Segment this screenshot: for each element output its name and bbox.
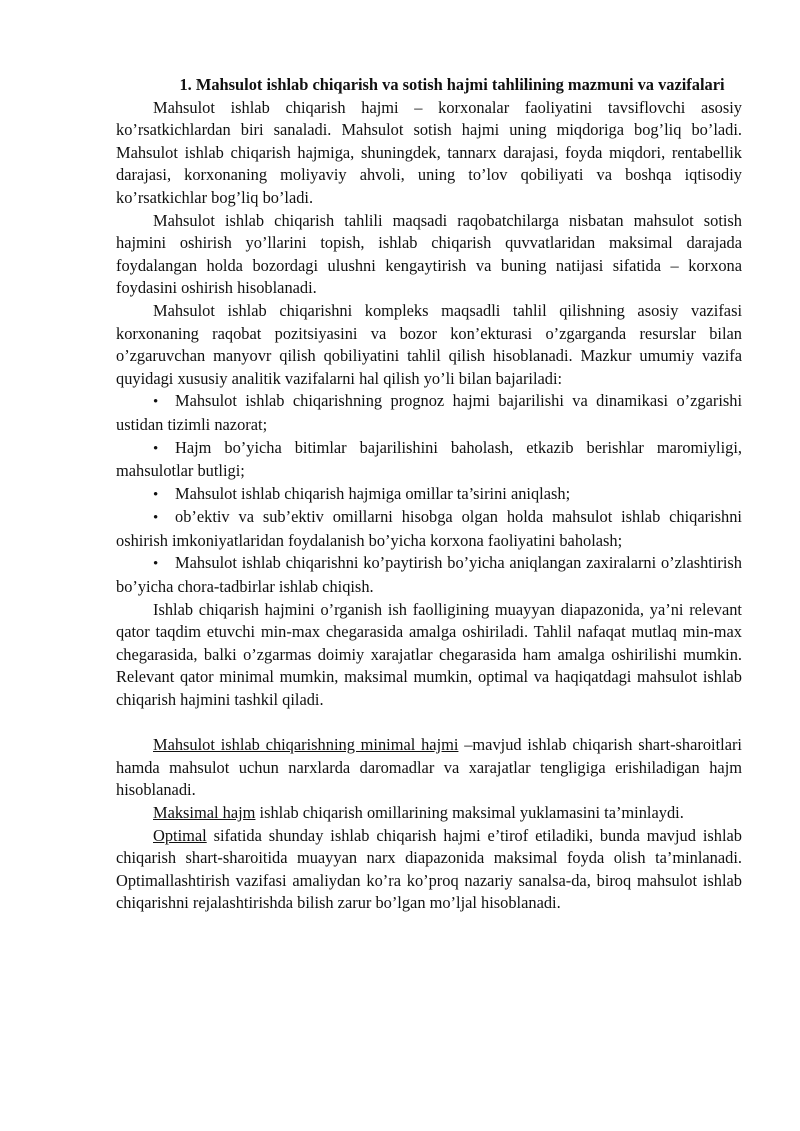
- bullet-item: [116, 552, 742, 598]
- bullet-text: ob’ektiv va sub’ektiv omillarni hisobga olgan holda mahsulot ishlab chiqarishni oshirish imkoniyatlaridan foydalanish bo’yicha korxona faoliyatini baholash;: [116, 507, 742, 550]
- bullet-text: Mahsulot ishlab chiqarish hajmiga omillar ta’sirini aniqlash;: [175, 483, 571, 503]
- bullet-item: [116, 437, 742, 483]
- paragraph-range: Ishlab chiqarish hajmini o’rganish ish faolligining muayyan diapazonida, ya’ni relevant qator taqdim etuvchi min-max chegarasida amalga oshiriladi. Tahlil nafaqat mutlaq min-max chegarasida, balki o’zgarmas doimiy xarajatlar chegarasida ham amalga oshirilishi mumkin. Relevant qator minimal mumkin, maksimal mumkin, optimal va haqiqatdagi mahsulot ishlab chiqarish hajmini tashkil qiladi.: [116, 599, 742, 710]
- definition-text: ishlab chiqarish omillarining maksimal yuklamasini ta’minlaydi.: [255, 803, 684, 822]
- paragraph-tasks: Mahsulot ishlab chiqarishni kompleks maqsadli tahlil qilishning asosiy vazifasi korxonaning raqobat pozitsiyasini va bozor kon’ekturasi o’zgarganda resurslar bilan o’zgaruvchan manyovr qilish qobiliyatini tahlil qilish hisoblanadi. Mazkur umumiy vazifa quyidagi xususiy analitik vazifalarni hal qilish yo’li bilan bajariladi:: [116, 300, 742, 388]
- document-page: [116, 74, 742, 915]
- definition-optimal: [116, 825, 742, 915]
- definition-minimal: [116, 734, 742, 802]
- definition-text: –mavjud ishlab chiqarish shart-sharoitlari hamda mahsulot uchun narxlarda daromadlar va xarajatlar tengligiga erishiladigan hajm hisoblanadi.: [116, 735, 742, 800]
- bullet-item: [116, 506, 742, 552]
- bullet-icon: •: [153, 510, 159, 527]
- paragraph-goal: Mahsulot ishlab chiqarish tahlili maqsadi raqobatchilarga nisbatan mahsulot sotish hajmini oshirish yo’llarini topish, ishlab chiqarish quvvatlaridan maksimal darajada foydalangan holda bozordagi ulushni kengaytirish va buning natijasi sifatida – korxona foydasini oshirish hisoblanadi.: [116, 210, 742, 298]
- bullet-icon: •: [153, 486, 159, 503]
- blank-line: [116, 712, 742, 735]
- bullet-text: Mahsulot ishlab chiqarishni ko’paytirish bo’yicha aniqlangan zaxiralarni o’zlashtirish bo’yicha chora-tadbirlar ishlab chiqish.: [116, 553, 742, 597]
- definition-maximal: [116, 802, 742, 825]
- section-title: 1. Mahsulot ishlab chiqarish va sotish hajmi tahlilining mazmuni va vazifalari: [179, 75, 725, 94]
- definition-term: Maksimal hajm: [153, 803, 256, 822]
- bullet-item: [116, 483, 742, 507]
- bullet-icon: •: [153, 394, 159, 411]
- bullet-text: Mahsulot ishlab chiqarishning prognoz hajmi bajarilishi va dinamikasi o’zgarishi ustidan tizimli nazorat;: [116, 391, 742, 434]
- definition-term: Mahsulot ishlab chiqarishning minimal hajmi: [153, 735, 459, 755]
- bullet-icon: •: [153, 556, 159, 573]
- definition-text: sifatida shunday ishlab chiqarish hajmi e’tirof etiladiki, bunda mavjud ishlab chiqarish shart-sharoitida muayyan narx diapazonida maksimal foyda olish ta’minlanadi. Optimallashtirish vazifasi amaliydan ko’ra ko’proq nazariy sanalsa-da, biroq mahsulot ishlab chiqarishni rejalashtirishda bilish zarur bo’lgan mo’ljal hisoblanadi.: [116, 825, 742, 913]
- bullet-text: Hajm bo’yicha bitimlar bajarilishini baholash, etkazib berishlar maromiyligi, mahsulotlar butligi;: [116, 437, 742, 481]
- paragraph-intro: Mahsulot ishlab chiqarish hajmi – korxonalar faoliyatini tavsiflovchi asosiy ko’rsatkichlardan biri sanaladi. Mahsulot sotish hajmi uning miqdoriga bog’liq bo’ladi. Mahsulot ishlab chiqarish hajmiga, shuningdek, tannarx darajasi, foyda miqdori, rentabellik darajasi, korxonaning moliyaviy ahvoli, uning to’lov qobiliyati va boshqa iqtisodiy ko’rsatkichlar bog’liq bo’ladi.: [116, 97, 742, 207]
- definition-term: Optimal: [153, 825, 207, 845]
- bullet-icon: •: [153, 440, 159, 457]
- bullet-item: [116, 390, 742, 436]
